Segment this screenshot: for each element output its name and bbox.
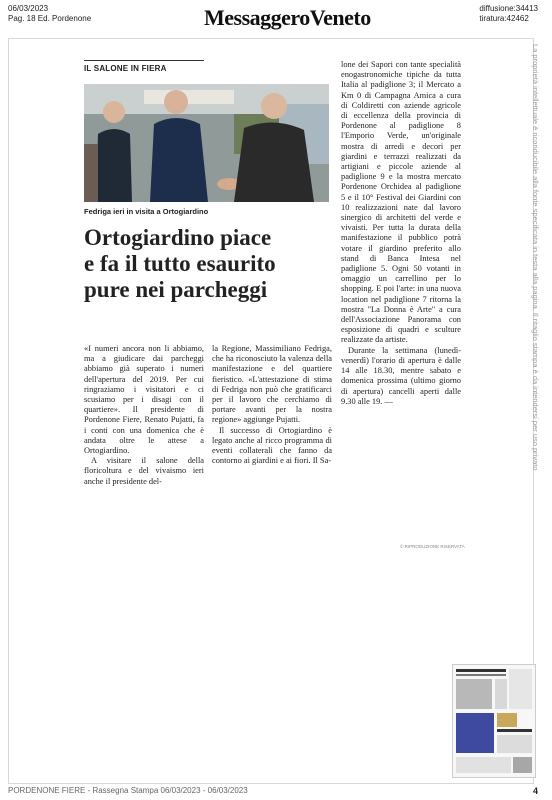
thumbnail-illustration — [453, 665, 535, 777]
diffusione: diffusione:34413 — [479, 4, 538, 13]
page-header-left — [8, 4, 91, 24]
vertical-notice — [528, 44, 542, 764]
page-edition: Pag. 18 Ed. Pordenone — [8, 14, 92, 23]
paragraph: A visitare il salone della floricoltura e del vivaismo ieri anche il presidente del- — [84, 456, 204, 486]
photo-caption: Fedriga ieri in visita a Ortogiardino — [84, 207, 209, 216]
headline-line: Ortogiardino piace — [84, 225, 272, 250]
copyright-note: © RIPRODUZIONE RISERVATA — [400, 544, 465, 549]
photo-illustration — [84, 84, 329, 202]
paragraph: lone dei Sapori con tante specialità enogastronomiche tipiche da tutta Italia al padiglione 3; il Mercato a Km 0 di Campagna Amica a cura di Coldiretti con aziende agricole di eccellenza della provincia di Pordenone al padiglione 8 l'Emporio Verde, un'originale mostra di arredi e decori per giardini e terrazzi realizzati da artigiani e piccole aziende al padiglione 9 e la mostra mercato Pordenone Orchidea al padiglione 5 e il 10° Festival dei Giardini con 10 realizzazioni nate dal lavoro sinergico di architetti del verde e vivaisti. Per tutta la durata della manifestazione il pubblico potrà votare il giardino preferito allo stand di Banca Intesa nel padiglione 5. Ogni 50 votanti in omaggio un carrellino per lo shopping. E poi l'arte: in una nuova location nel padiglione 7 ritorna la mostra "La Donna è Arte" a cura dell'Associazione Panorama con esposizione di quadri e sculture realizzate da artiste. — [341, 60, 461, 345]
vertical-notice-text: La proprietà intellettuale è riconducibile alla fonte specificata in testa alla pagina. Il ritaglio stampa è da intendersi per uso privato — [531, 44, 540, 471]
article-column-1 — [84, 344, 204, 487]
paragraph: «I numeri ancora non li abbiamo, ma a giudicare dai parcheggi abbiamo già superato i numeri dell'apertura del 2019. Per cui ringraziamo i visitatori e ci scusiamo per i disagi con il quartiere». Il presidente di Pordenone Fiere, Renato Pujatti, fa i conti con una domenica che è andata oltre le attese a Ortogiardino. — [84, 344, 204, 456]
page-thumbnail — [452, 664, 536, 778]
headline-line: e fa il tutto esaurito — [84, 251, 276, 276]
page-number: 4 — [532, 786, 538, 796]
tiratura: tiratura:42462 — [479, 14, 529, 23]
paragraph: Durante la settimana (lunedì-venerdì) l'orario di apertura è dalle 14 alle 18.30, mentre sabato e domenica prossima (ultimo giorno di apertura) cancelli aperti dalle 9.30 alle 19. — — [341, 345, 461, 406]
article-column-2 — [212, 344, 332, 466]
footer-source: PORDENONE FIERE - Rassegna Stampa 06/03/2023 - 06/03/2023 — [8, 786, 248, 795]
article-headline — [84, 225, 344, 303]
page-header-right — [479, 4, 538, 24]
headline-line: pure nei parcheggi — [84, 277, 268, 302]
date: 06/03/2023 — [8, 4, 49, 13]
paragraph: la Regione, Massimiliano Fedriga, che ha riconosciuto la valenza della manifestazione e del quartiere fieristico. «L'attestazione di stima di Fedriga non può che gratificarci per il lavoro che cerchiamo di portare avanti per la nostra regione» aggiunge Pujatti. — [212, 344, 332, 425]
paragraph: Il successo di Ortogiardino è legato anche al ricco programma di eventi collaterali che fanno da contorno ai giardini e ai fiori. Il Sa- — [212, 425, 332, 466]
article-photo — [84, 84, 329, 202]
article-column-3 — [341, 60, 461, 407]
section-topic: IL SALONE IN FIERA — [84, 60, 204, 73]
newspaper-logo: MessaggeroVeneto — [204, 5, 371, 30]
